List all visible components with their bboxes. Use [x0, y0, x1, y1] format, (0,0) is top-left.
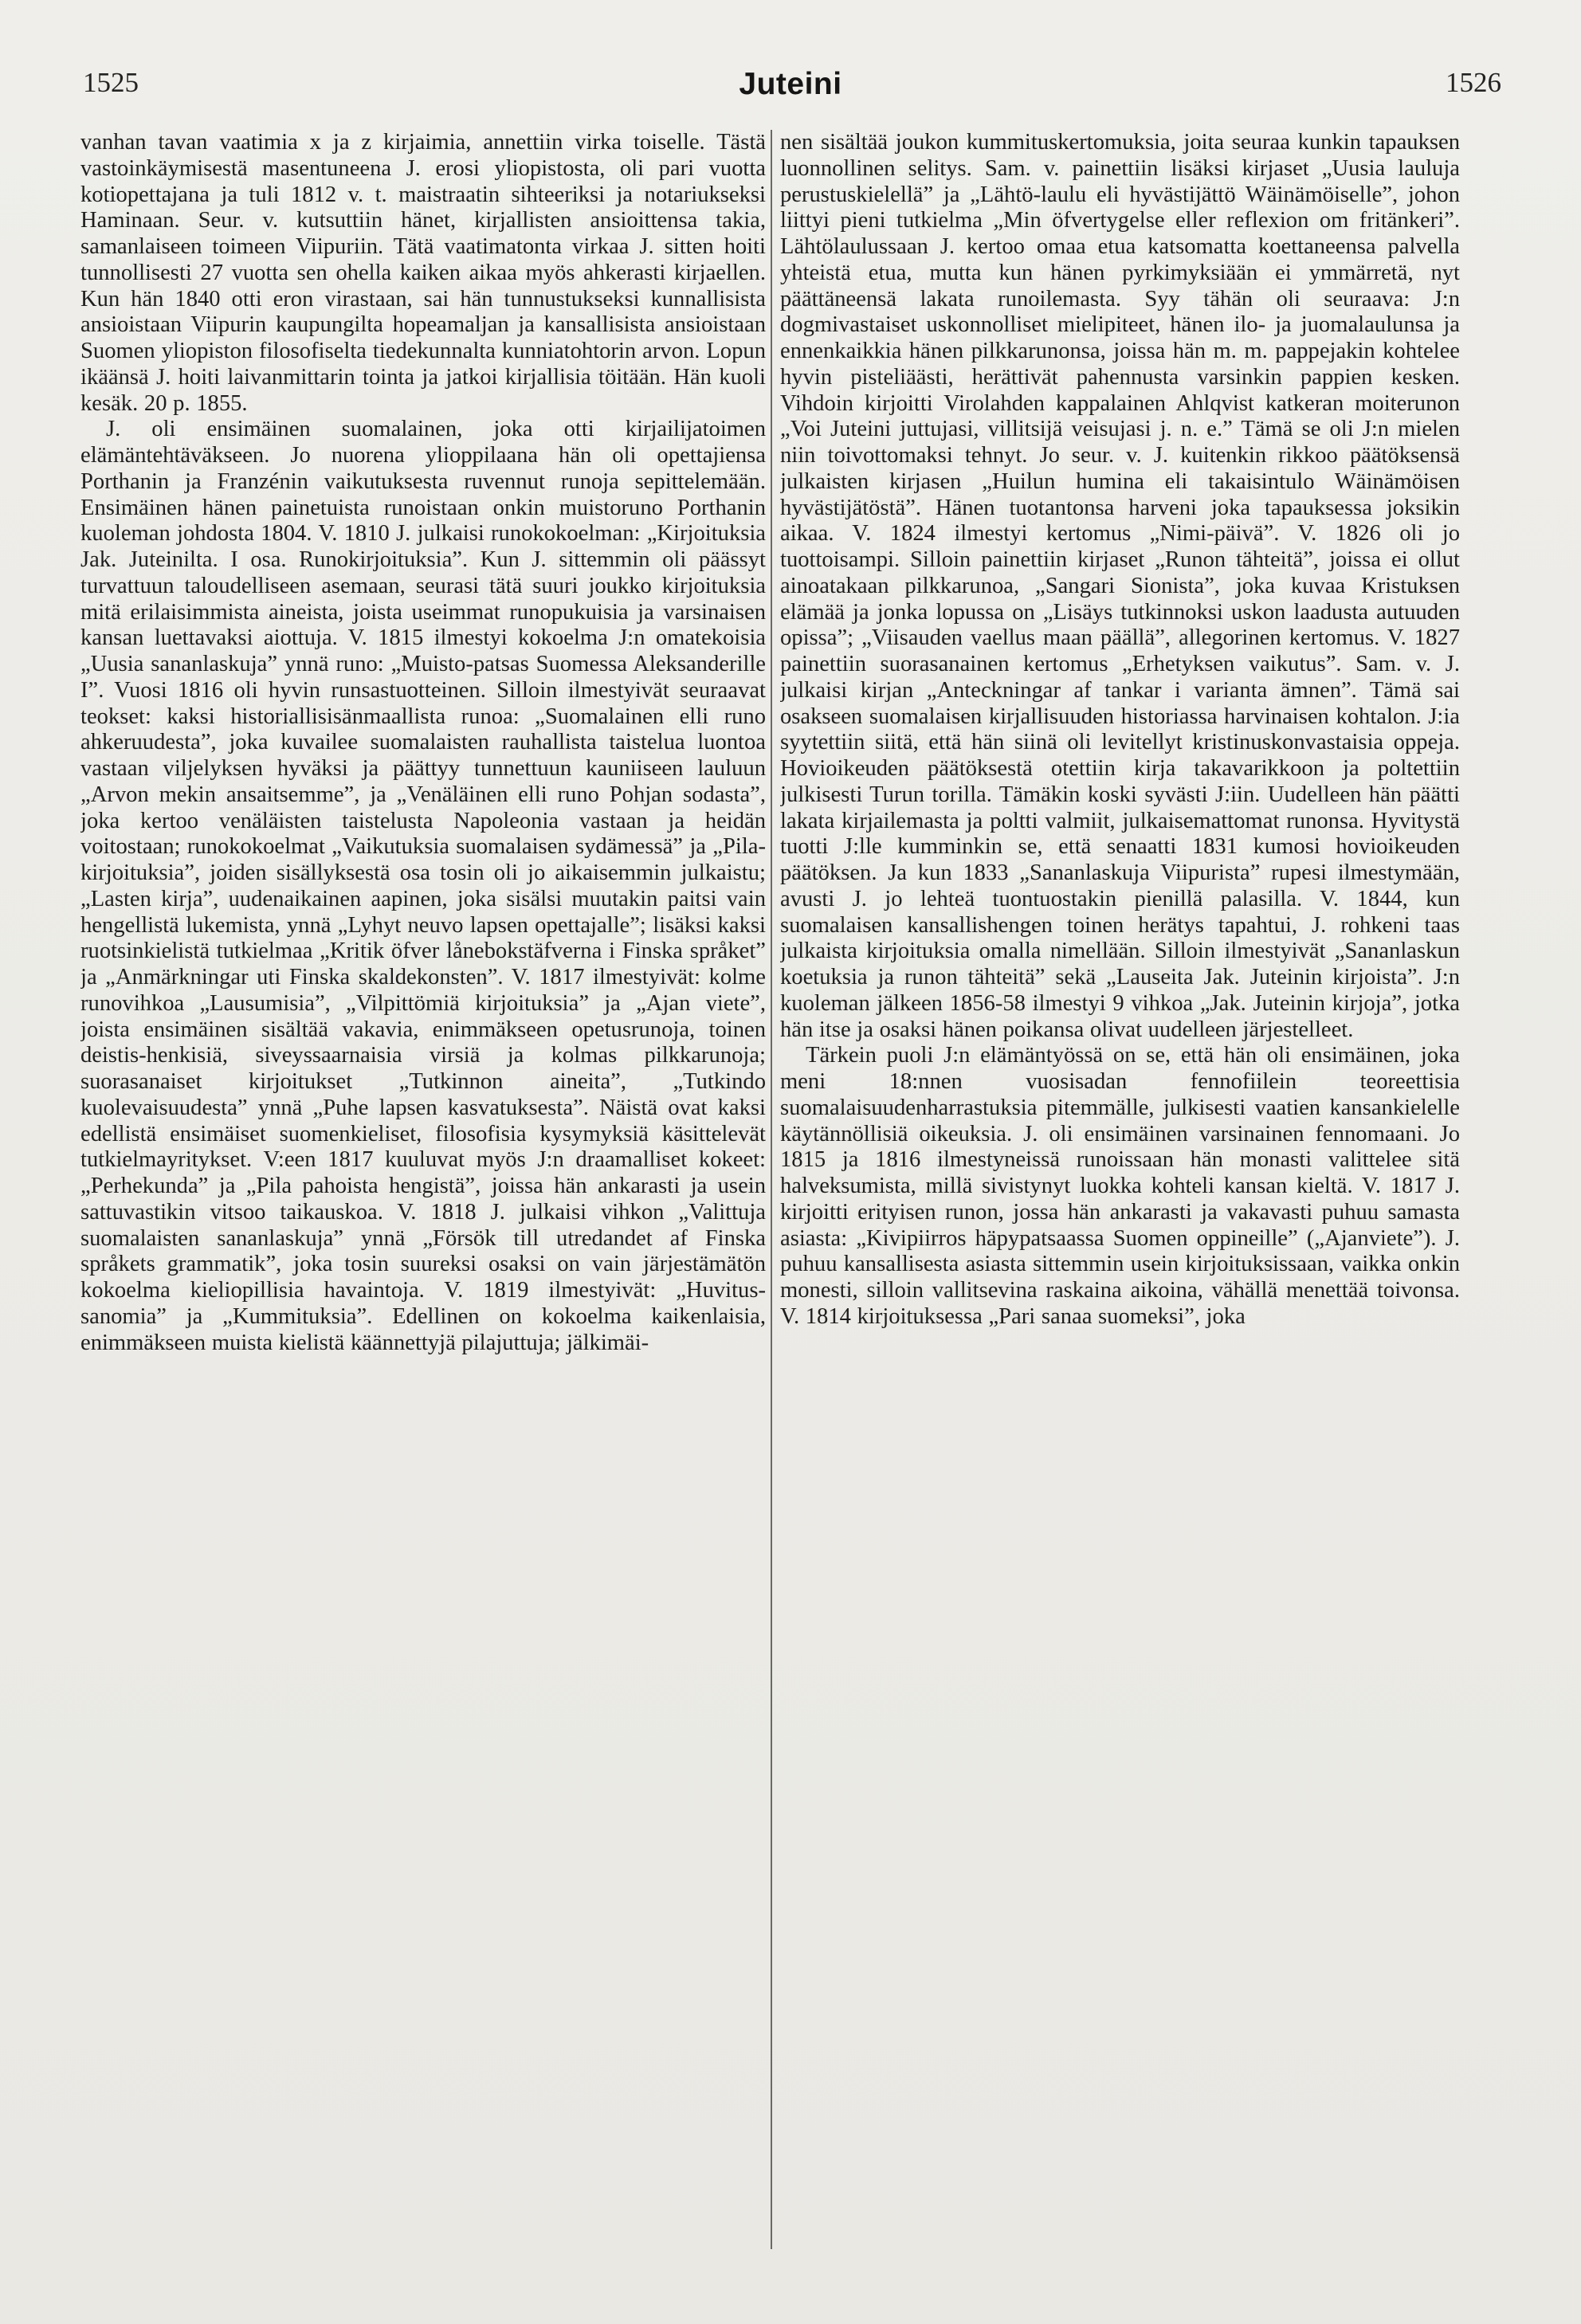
right-paragraph-1: nen sisältää joukon kummituskertomuksia, joita seuraa kunkin tapauksen luonnollinen selitys. Sam. v. painettiin lisäksi kirjaset „Uusia lauluja perustuskielellä” ja „Lähtö-laulu eli hyvästijättö Wäinämöiselle”, johon liittyi pieni tutkielma „Min öfvertygelse eller reflexion om fritänkeri”. Lähtölaulussaan J. kertoo omaa etua katsomatta koettaneensa palvella yhteistä etua, mutta kun hänen pyrkimyksiään ei ymmärretä, nyt päättäneensä lakata runoilemasta. Syy tähän oli seuraava: J:n dogmivastaiset uskonnolliset mielipiteet, hänen ilo- ja juomalaulunsa ja ennenkaikkia hänen pilkkarunonsa, joissa hän m. m. pappejakin kohtelee hyvin pisteliäästi, herättivät pahennusta varsinkin pappien kesken. Vihdoin kirjoitti Virolahden kappalainen Ahlqvist katkeran moiterunon „Voi Juteini juttujasi, villitsijä veisujasi j. n. e.” Tämä se oli J:n mielen niin toivottomaksi tehnyt. Jo seur. v. J. kuitenkin rikkoo päätöksensä julkaisten kirjasen „Huilun humina eli takaisintulo Wäinämöisen hyvästijätöstä”. Hänen tuotantonsa harveni joka tapauksessa joksikin aikaa. V. 1824 ilmestyi kertomus „Nimi-päivä”. V. 1826 oli jo tuottoisampi. Silloin painettiin kirjaset „Runon tähteitä”, joissa ei ollut ainoatakaan pilkkarunoa, „Sangari Sionista”, joka kuvaa Kristuksen elämää ja jonka lopussa on „Lisäys tutkinnoksi uskon laadusta autuuden opissa”; „Viisauden vaellus maan päällä”, allegorinen kertomus. V. 1827 painettiin suorasanainen kertomus „Erhetyksen vaikutus”. Sam. v. J. julkaisi kirjan „Anteckningar af tankar i varianta ämnen”. Tämä sai osakseen suomalaisen kirjallisuuden historiassa harvinaisen kohtalon. J:ia syytettiin siitä, että hän siinä oli levitellyt kristinuskonvastaisia oppeja. Hovioikeuden päätöksestä otettiin kirja takavarikkoon ja poltettiin julkisesti Turun torilla. Tämäkin koski syvästi J:iin. Uudelleen hän päätti lakata kirjailemasta ja poltti valmiit, julkaisemattomat runonsa. Hyvitystä tuotti J:lle kumminkin se, että senaatti 1831 kumosi hovioikeuden päätöksen. Ja kun 1833 „Sananlaskuja Viipurista” rupesi ilmestymään, avusti J. jo lehteä tuontuostakin pienillä palasilla. V. 1844, kun suomalaisen kansallishengen toinen herätys tapahtui, J. rohkeni taas julkaista kirjoituksia omalla nimellään. Silloin ilmestyivät „Sananlaskun koetuksia ja runon tähteitä” sekä „Lauseita Jak. Juteinin kirjoista”. J:n kuoleman jälkeen 1856-58 ilmestyi 9 vihkoa „Jak. Juteinin kirjoja”, jotka hän itse ja osaksi hänen poikansa olivat uudelleen järjestelleet. — [780, 130, 1460, 1042]
right-paragraph-2: Tärkein puoli J:n elämäntyössä on se, että hän oli ensimäinen, joka meni 18:nnen vuosisadan fennofiilein teoreettisia suomalaisuudenharrastuksia pitemmälle, julkisesti vaatien kansankielelle käytännöllisiä oikeuksia. J. oli ensimäinen varsinainen fennomaani. Jo 1815 ja 1816 ilmestyneissä runoissaan hän monasti valittelee sitä halveksumista, millä sivistynyt luokka kohteli kansan kieltä. V. 1817 J. kirjoitti erityisen runon, jossa hän ankarasti ja vakavasti puhuu samasta asiasta: „Kivipiirros häpypatsaassa Suomen oppineille” („Ajanviete”). J. puhuu kansallisesta asiasta sittemmin usein kirjoituksissaan, vaikka onkin monesti, silloin vallitsevina raskaina aikoina, vähällä menettää toivonsa. V. 1814 kirjoituksessa „Pari sanaa suomeksi”, joka — [780, 1043, 1460, 1329]
right-column — [780, 130, 1460, 2251]
right-page-number: 1526 — [1446, 67, 1501, 98]
left-column — [80, 130, 766, 2251]
left-paragraph-2: J. oli ensimäinen suomalainen, joka otti kirjailijatoimen elämäntehtäväkseen. Jo nuorena ylioppilaana hän oli opettajiensa Porthanin ja Franzénin vaikutuksesta ruvennut runoja sepittelemään. Ensimäinen hänen painetuista runoistaan onkin muistoruno Porthanin kuoleman johdosta 1804. V. 1810 J. julkaisi runokokoelman: „Kirjoituksia Jak. Juteinilta. I osa. Runokirjoituksia”. Kun J. sittemmin oli päässyt turvattuun taloudelliseen asemaan, seurasi tätä suuri joukko kirjoituksia mitä erilaisimmista aineista, joista useimmat runopukuisia ja varsinaisen kansan luettavaksi aiottuja. V. 1815 ilmestyi kokoelma J:n omatekoisia „Uusia sananlaskuja” ynnä runo: „Muisto-patsas Suomessa Aleksanderille I”. Vuosi 1816 oli hyvin runsastuotteinen. Silloin ilmestyivät seuraavat teokset: kaksi historiallisisänmaallista runoa: „Suomalainen elli runo ahkeruudesta”, joka kuvailee suomalaisten rauhallista taistelua luontoa vastaan viljelyksen hyväksi ja päättyy tunnettuun kauniiseen lauluun „Arvon mekin ansaitsemme”, ja „Venäläinen elli runo Pohjan sodasta”, joka kertoo venäläisten taistelusta Napoleonia vastaan ja heidän voitostaan; runokokoelmat „Vaikutuksia suomalaisen sydämessä” ja „Pila-kirjoituksia”, joiden sisällyksestä osa tosin oli jo aikaisemmin julkaistu; „Lasten kirja”, uudenaikainen aapinen, joka sisälsi muutakin paitsi vain hengellistä lukemista, ynnä „Lyhyt neuvo lapsen opettajalle”; lisäksi kaksi ruotsinkielistä tutkielmaa „Kritik öfver lånebokstäfverna i Finska språket” ja „Anmärkningar uti Finska skaldekonsten”. V. 1817 ilmestyivät: kolme runovihkoa „Lausumisia”, „Vilpittömiä kirjoituksia” ja „Ajan viete”, joista ensimäinen sisältää vakavia, enimmäkseen opetusrunoja, toinen deistis-henkisiä, siveyssaarnaisia virsiä ja kolmas pilkkarunoja; suorasanaiset kirjoitukset „Tutkinnon aineita”, „Tutkindo kuolevaisuudesta” ynnä „Puhe lapsen kasvatuksesta”. Näistä ovat kaksi edellistä ensimäiset suomenkieliset, filosofisia kysymyksiä käsittelevät tutkielmayritykset. V:een 1817 kuuluvat myös J:n draamalliset kokeet: „Perhekunda” ja „Pila pahoista hengistä”, joissa hän ankarasti ja usein sattuvastikin vitsoo taikauskoa. V. 1818 J. julkaisi vihkon „Valittuja suomalaisten sananlaskuja” ynnä „Försök till utredandet af Finska språkets grammatik”, joka tosin suureksi osaksi on vain järjestämätön kokoelma kieliopillisia havaintoja. V. 1819 ilmestyivät: „Huvitus-sanomia” ja „Kummituksia”. Edellinen on kokoelma kaikenlaisia, enimmäkseen muista kielistä käännettyjä pilajuttuja; jälkimäi- — [80, 417, 766, 1355]
running-head: Juteini — [739, 67, 842, 101]
left-page-number: 1525 — [83, 67, 139, 98]
column-divider — [771, 130, 772, 2249]
left-paragraph-1: vanhan tavan vaatimia x ja z kirjaimia, annettiin virka toiselle. Tästä vastoinkäymisestä masentuneena J. erosi yliopistosta, oli pari vuotta kotiopettajana ja tuli 1812 v. t. maistraatin sihteeriksi ja notariukseksi Haminaan. Seur. v. kutsuttiin hänet, kirjallisten ansioittensa takia, samanlaiseen toimeen Viipuriin. Tätä vaatimatonta virkaa J. sitten hoiti tunnollisesti 27 vuotta sen ohella kaiken aikaa myös ahkerasti kirjaellen. Kun hän 1840 otti eron virastaan, sai hän tunnustukseksi kunnallisista ansioistaan Viipurin kaupungilta hopeamaljan ja kansallisista ansioistaan Suomen yliopiston filosofiselta tiedekunnalta kunniatohtorin arvon. Lopun ikäänsä J. hoiti laivanmittarin tointa ja jatkoi kirjallisia töitään. Hän kuoli kesäk. 20 p. 1855. — [80, 130, 766, 416]
